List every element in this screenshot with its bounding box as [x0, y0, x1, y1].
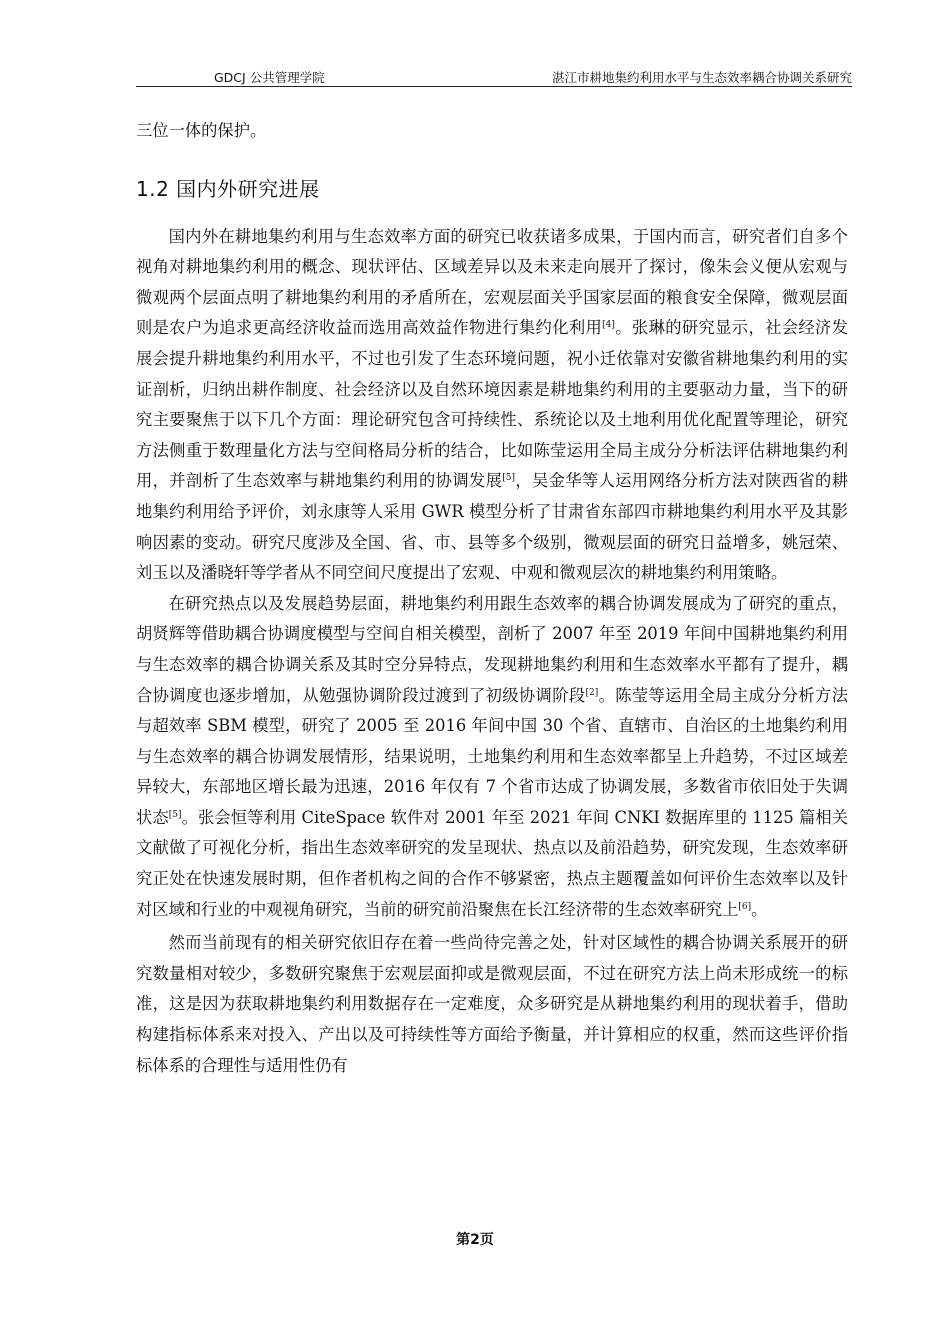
header-paper-title: 湛江市耕地集约利用水平与生态效率耦合协调关系研究 — [551, 70, 852, 85]
paragraph-1-text-c: ，吴金华等人运用网络分析方法对陕西省的耕地集约利用给予评价，刘永康等人采用 GWR 模型分析了甘肃省东部四市耕地集约利用水平及其影响因素的变动。研究尺度涉及全国、省、市、县等多个级别，微观层面的研究日益增多，姚冠荣、刘玉以及潘晓轩等学者从不同空间尺度提出了宏观、中观和微观层次的耕地集约利用策略。 — [136, 471, 848, 583]
citation-ref: [2] — [585, 687, 599, 698]
citation-ref: [6] — [738, 901, 752, 912]
paragraph-3: 然而当前现有的相关研究依旧存在着一些尚待完善之处，针对区域性的耦合协调关系展开的研究数量相对较少，多数研究聚焦于宏观层面抑或是微观层面，不过在研究方法上尚未形成统一的标准，这是因为获取耕地集约利用数据存在一定难度，众多研究是从耕地集约利用的现状着手，借助构建指标体系来对投入、产出以及可持续性等方面给予衡量，并计算相应的权重，然而这些评价指标体系的合理性与适用性仍有 — [136, 933, 848, 1075]
page-number: 第2页 — [456, 1232, 494, 1248]
page-body — [136, 116, 848, 1081]
paragraph-2-text-c: 。张会恒等利用 CiteSpace 软件对 2001 年至 2021 年间 CNKI 数据库里的 1125 篇相关文献做了可视化分析，指出生态效率研究的发呈现状、热点以及前沿趋势，研究发现，生态效率研究正处在快速发展时期，但作者机构之间的合作不够紧密，热点主题覆盖如何评价生态效率以及针对区域和行业的中观视角研究，当前的研究前沿聚焦在长江经济带的生态效率研究上 — [136, 807, 848, 919]
intro-line: 三位一体的保护。 — [136, 121, 267, 140]
paragraph-1-text-b: 。张琳的研究显示，社会经济发展会提升耕地集约利用水平，不过也引发了生态环境问题，祝小迁依靠对安徽省耕地集约利用的实证剖析，归纳出耕作制度、社会经济以及自然环境因素是耕地集约利用的主要驱动力量，当下的研究主要聚焦于以下几个方面：理论研究包含可持续性、系统论以及土地利用优化配置等理论，研究方法侧重于数理量化方法与空间格局分析的结合，比如陈莹运用全局主成分分析法评估耕地集约利用，并剖析了生态效率与耕地集约利用的协调发展 — [136, 318, 848, 491]
citation-ref: [4] — [602, 320, 615, 331]
paragraph-2-text-b: 。陈莹等运用全局主成分分析方法与超效率 SBM 模型，研究了 2005 至 2016 年间中国 30 个省、直辖市、自治区的土地集约利用与生态效率的耦合协调发展情形，结果说明，土地集约利用和生态效率都呈上升趋势，不过区域差异较大，东部地区增长最为迅速，2016 年仅有 7 个省市达成了协调发展，多数省市依旧处于失调状态 — [136, 685, 848, 827]
page-header — [136, 64, 852, 87]
citation-ref: [5] — [168, 809, 182, 820]
section-heading: 1.2 国内外研究进展 — [136, 176, 320, 201]
paragraph-2-text-d: 。 — [751, 899, 768, 919]
header-institution: GDCJ 公共管理学院 — [214, 70, 325, 85]
citation-ref: [5] — [502, 473, 516, 484]
paragraph-1-text-a: 国内外在耕地集约利用与生态效率方面的研究已收获诸多成果，于国内而言，研究者们自多个视角对耕地集约利用的概念、现状评估、区域差异以及未来走向展开了探讨，像朱会义便从宏观与微观两个层面点明了耕地集约利用的矛盾所在，宏观层面关乎国家层面的粮食安全保障，微观层面则是农户为追求更高经济收益而选用高效益作物进行集约化利用 — [136, 226, 848, 338]
paragraph-2-text-a: 在研究热点以及发展趋势层面，耕地集约利用跟生态效率的耦合协调发展成为了研究的重点，胡贤辉等借助耦合协调度模型与空间自相关模型，剖析了 2007 年至 2019 年间中国耕地集约利用与生态效率的耦合协调关系及其时空分异特点，发现耕地集约利用和生态效率水平都有了提升，耦合协调度也逐步增加，从勉强协调阶段过渡到了初级协调阶段 — [136, 593, 848, 705]
paragraph-2 — [136, 589, 848, 926]
paragraph-1 — [136, 222, 848, 589]
